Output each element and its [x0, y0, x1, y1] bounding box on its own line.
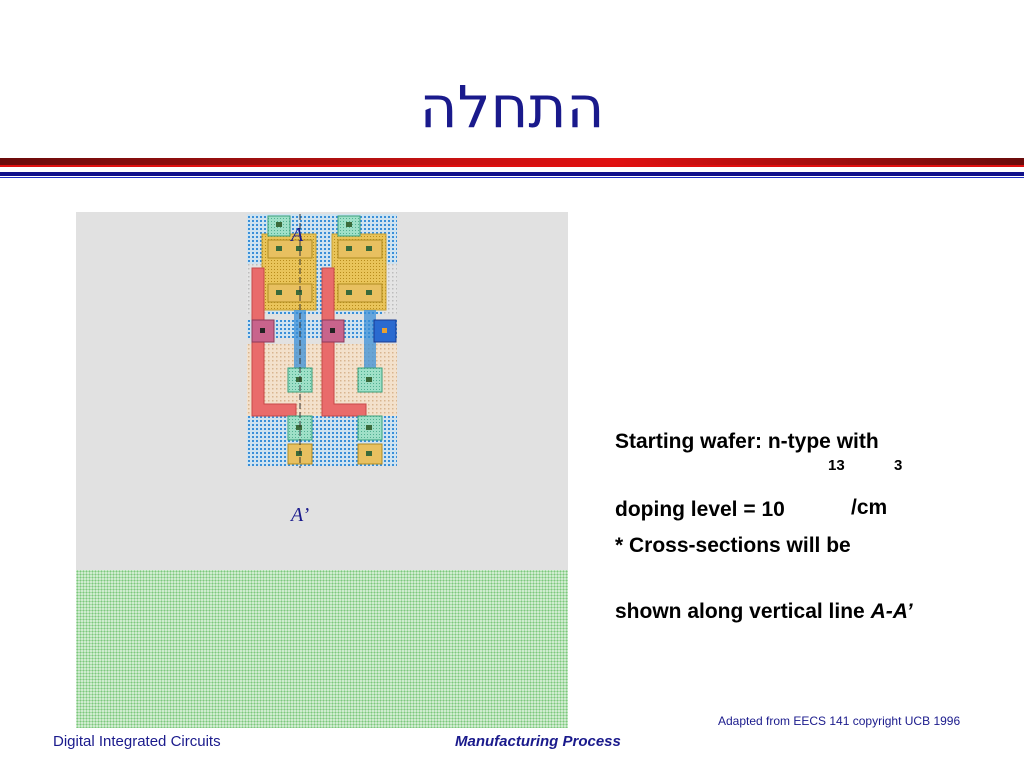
layout-panel	[76, 212, 568, 728]
slide-title: התחלה	[419, 73, 605, 141]
footer-center: Manufacturing Process	[455, 733, 621, 750]
text-line-1: Starting wafer: n-type with	[615, 430, 879, 453]
substrate-region	[76, 570, 568, 728]
title-rule-navy-thin	[0, 177, 1024, 178]
credit-text: Adapted from EECS 141 copyright UCB 1996	[718, 714, 961, 728]
cmos-layout-drawing	[76, 212, 568, 570]
label-a-prime: A’	[291, 504, 310, 526]
text-line-4-emphasis: A-A’	[870, 600, 913, 623]
title-rule-navy	[0, 172, 1024, 176]
text-line-2-unit: /cm	[851, 496, 888, 519]
text-line-4	[615, 600, 913, 624]
title-rule-dark	[0, 158, 1024, 165]
footer-left: Digital Integrated Circuits	[53, 733, 221, 750]
text-line-3: * Cross-sections will be	[615, 534, 851, 557]
exponent-3: 3	[894, 457, 903, 474]
exponent-13: 13	[828, 457, 845, 474]
text-line-4-prefix: shown along vertical line	[615, 600, 871, 623]
label-a-top: A	[291, 224, 304, 246]
title-rule-red	[0, 165, 1024, 167]
text-line-2-prefix: doping level = 10	[615, 498, 785, 521]
